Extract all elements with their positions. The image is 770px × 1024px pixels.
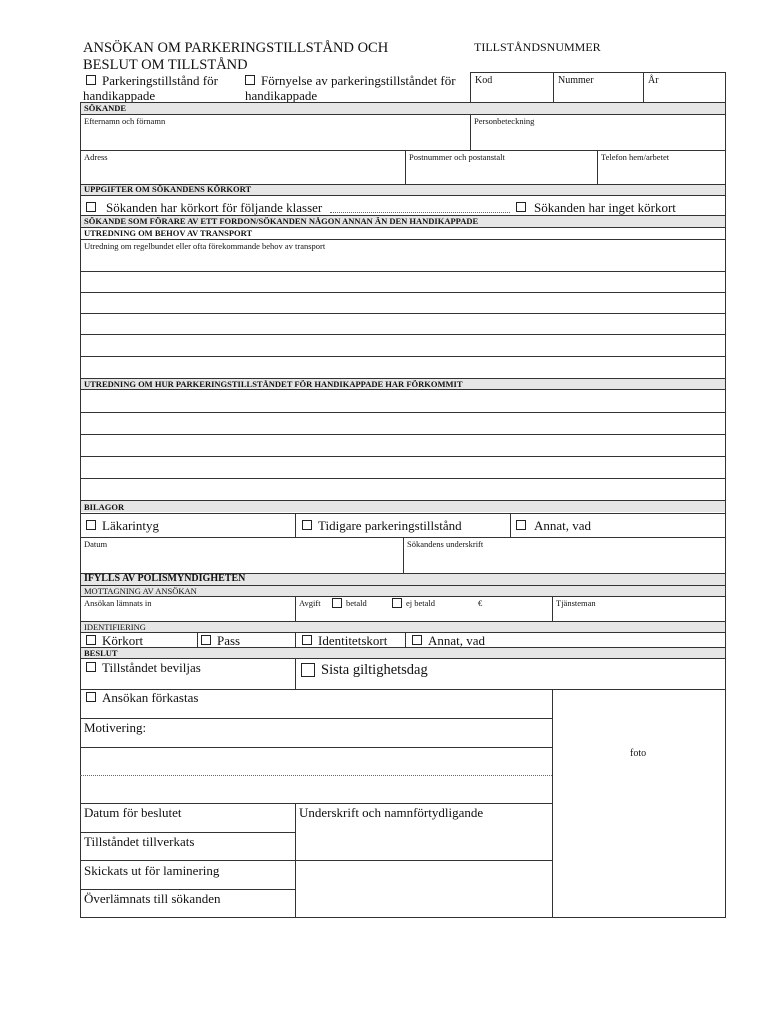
datum-input[interactable] (81, 550, 402, 572)
beslut-heading: BESLUT (84, 648, 118, 658)
has-license-label: Sökanden har körkort för följande klasser (106, 200, 323, 215)
address-label: Adress (84, 152, 108, 162)
name-input[interactable] (81, 126, 469, 148)
name-label: Efternamn och förnamn (84, 116, 166, 126)
ej-betald-checkbox[interactable] (392, 598, 402, 608)
motivering-text-area[interactable] (81, 719, 551, 803)
identifiering-heading: IDENTIFIERING (84, 622, 146, 632)
underskrift-input[interactable] (296, 820, 551, 860)
id-annat-checkbox[interactable] (412, 635, 422, 645)
personal-id-label: Personbeteckning (474, 116, 535, 126)
lamnats-in-label: Ansökan lämnats in (84, 598, 152, 608)
bilagor-annat-checkbox[interactable] (516, 520, 526, 530)
korkort-heading: UPPGIFTER OM SÖKANDENS KÖRKORT (84, 184, 252, 194)
has-license-checkbox[interactable] (86, 202, 96, 212)
bilagor-heading-bar (81, 501, 725, 512)
address-input[interactable] (81, 162, 404, 183)
id-annat-label: Annat, vad (428, 633, 486, 648)
lakarintyg-label: Läkarintyg (102, 518, 160, 533)
tidigare-checkbox[interactable] (302, 520, 312, 530)
forkastas-checkbox[interactable] (86, 692, 96, 702)
nummer-label: Nummer (558, 75, 594, 86)
driver-heading: SÖKANDE SOM FÖRARE AV ETT FORDON/SÖKANDEN NÅGON ANNAN ÄN DEN HANDIKAPPADE (84, 216, 479, 226)
id-korkort-checkbox[interactable] (86, 635, 96, 645)
signature-label: Sökandens underskrift (407, 539, 484, 549)
forkommit-heading: UTREDNING OM HUR PARKERINGSTILLSTÅNDET FÖR HANDIKAPPADE HAR FÖRKOMMIT (84, 379, 463, 389)
beviljas-label: Tillståndet beviljas (102, 660, 201, 675)
handicap-permit-label-2: handikappade (83, 88, 156, 103)
postal-label: Postnummer och postanstalt (409, 152, 505, 162)
signature-input[interactable] (404, 550, 725, 572)
euro-sign: € (478, 598, 483, 608)
form-title-line2: BESLUT OM TILLSTÅND (83, 57, 248, 73)
id-identitetskort-checkbox[interactable] (302, 635, 312, 645)
beslut-heading-bar (81, 648, 725, 658)
handicap-permit-checkbox[interactable] (86, 75, 96, 85)
id-identitetskort-label: Identitetskort (318, 633, 388, 648)
id-korkort-label: Körkort (102, 633, 144, 648)
renewal-label-1: Förnyelse av parkeringstillståndet för (261, 73, 456, 88)
avgift-label: Avgift (299, 598, 321, 608)
bilagor-heading: BILAGOR (84, 502, 125, 512)
behov-heading: UTREDNING OM BEHOV AV TRANSPORT (84, 228, 253, 238)
giltighetsdag-input[interactable] (450, 659, 725, 688)
overlamnats-label: Överlämnats till sökanden (84, 891, 221, 906)
giltighetsdag-label: Sista giltighetsdag (321, 662, 428, 678)
datum-label: Datum (84, 539, 108, 549)
permit-number-label: TILLSTÅNDSNUMMER (474, 40, 601, 54)
no-license-label: Sökanden har inget körkort (534, 200, 676, 215)
renewal-checkbox[interactable] (245, 75, 255, 85)
renewal-label-2: handikappade (245, 88, 318, 103)
id-pass-label: Pass (217, 633, 241, 648)
giltighetsdag-checkbox[interactable] (301, 663, 315, 677)
photo-box (553, 690, 725, 917)
handicap-permit-label-1: Parkeringstillstånd för (102, 73, 218, 88)
phone-label: Telefon hem/arbetet (601, 152, 670, 162)
tjansteman-input[interactable] (553, 597, 725, 620)
lamnats-in-input[interactable] (81, 597, 294, 620)
datum-beslut-label: Datum för beslutet (84, 805, 182, 820)
betald-label: betald (346, 598, 367, 608)
ar-label: År (648, 75, 659, 86)
kod-label: Kod (475, 75, 493, 86)
personal-id-input[interactable] (471, 126, 725, 148)
tidigare-label: Tidigare parkeringstillstånd (318, 518, 462, 533)
permit-number-input[interactable] (470, 72, 726, 102)
sokande-heading-bar (81, 103, 725, 114)
no-license-checkbox[interactable] (516, 202, 526, 212)
underskrift-label: Underskrift och namnförtydligande (299, 805, 484, 820)
bilagor-annat-label: Annat, vad (534, 518, 592, 533)
form-title-line1: ANSÖKAN OM PARKERINGSTILLSTÅND OCH (83, 40, 389, 56)
forkommit-text-area[interactable] (81, 390, 725, 500)
polis-heading: IFYLLS AV POLISMYNDIGHETEN (84, 573, 246, 584)
ej-betald-label: ej betald (406, 598, 436, 608)
postal-input[interactable] (406, 162, 596, 183)
foto-label: foto (630, 748, 647, 759)
beviljas-checkbox[interactable] (86, 662, 96, 672)
forkastas-label: Ansökan förkastas (102, 690, 199, 705)
tjansteman-label: Tjänsteman (556, 598, 596, 608)
motivering-label: Motivering: (84, 720, 147, 735)
lakarintyg-checkbox[interactable] (86, 520, 96, 530)
behov-sub-label: Utredning om regelbundet eller ofta förekommande behov av transport (84, 241, 326, 251)
identifiering-heading-bar (81, 622, 725, 632)
sokande-heading: SÖKANDE (84, 103, 127, 113)
tillverkats-label: Tillståndet tillverkats (84, 834, 195, 849)
betald-checkbox[interactable] (332, 598, 342, 608)
phone-input[interactable] (598, 162, 725, 183)
laminering-label: Skickats ut för laminering (84, 863, 220, 878)
id-pass-checkbox[interactable] (201, 635, 211, 645)
mottagning-heading: MOTTAGNING AV ANSÖKAN (84, 586, 197, 596)
